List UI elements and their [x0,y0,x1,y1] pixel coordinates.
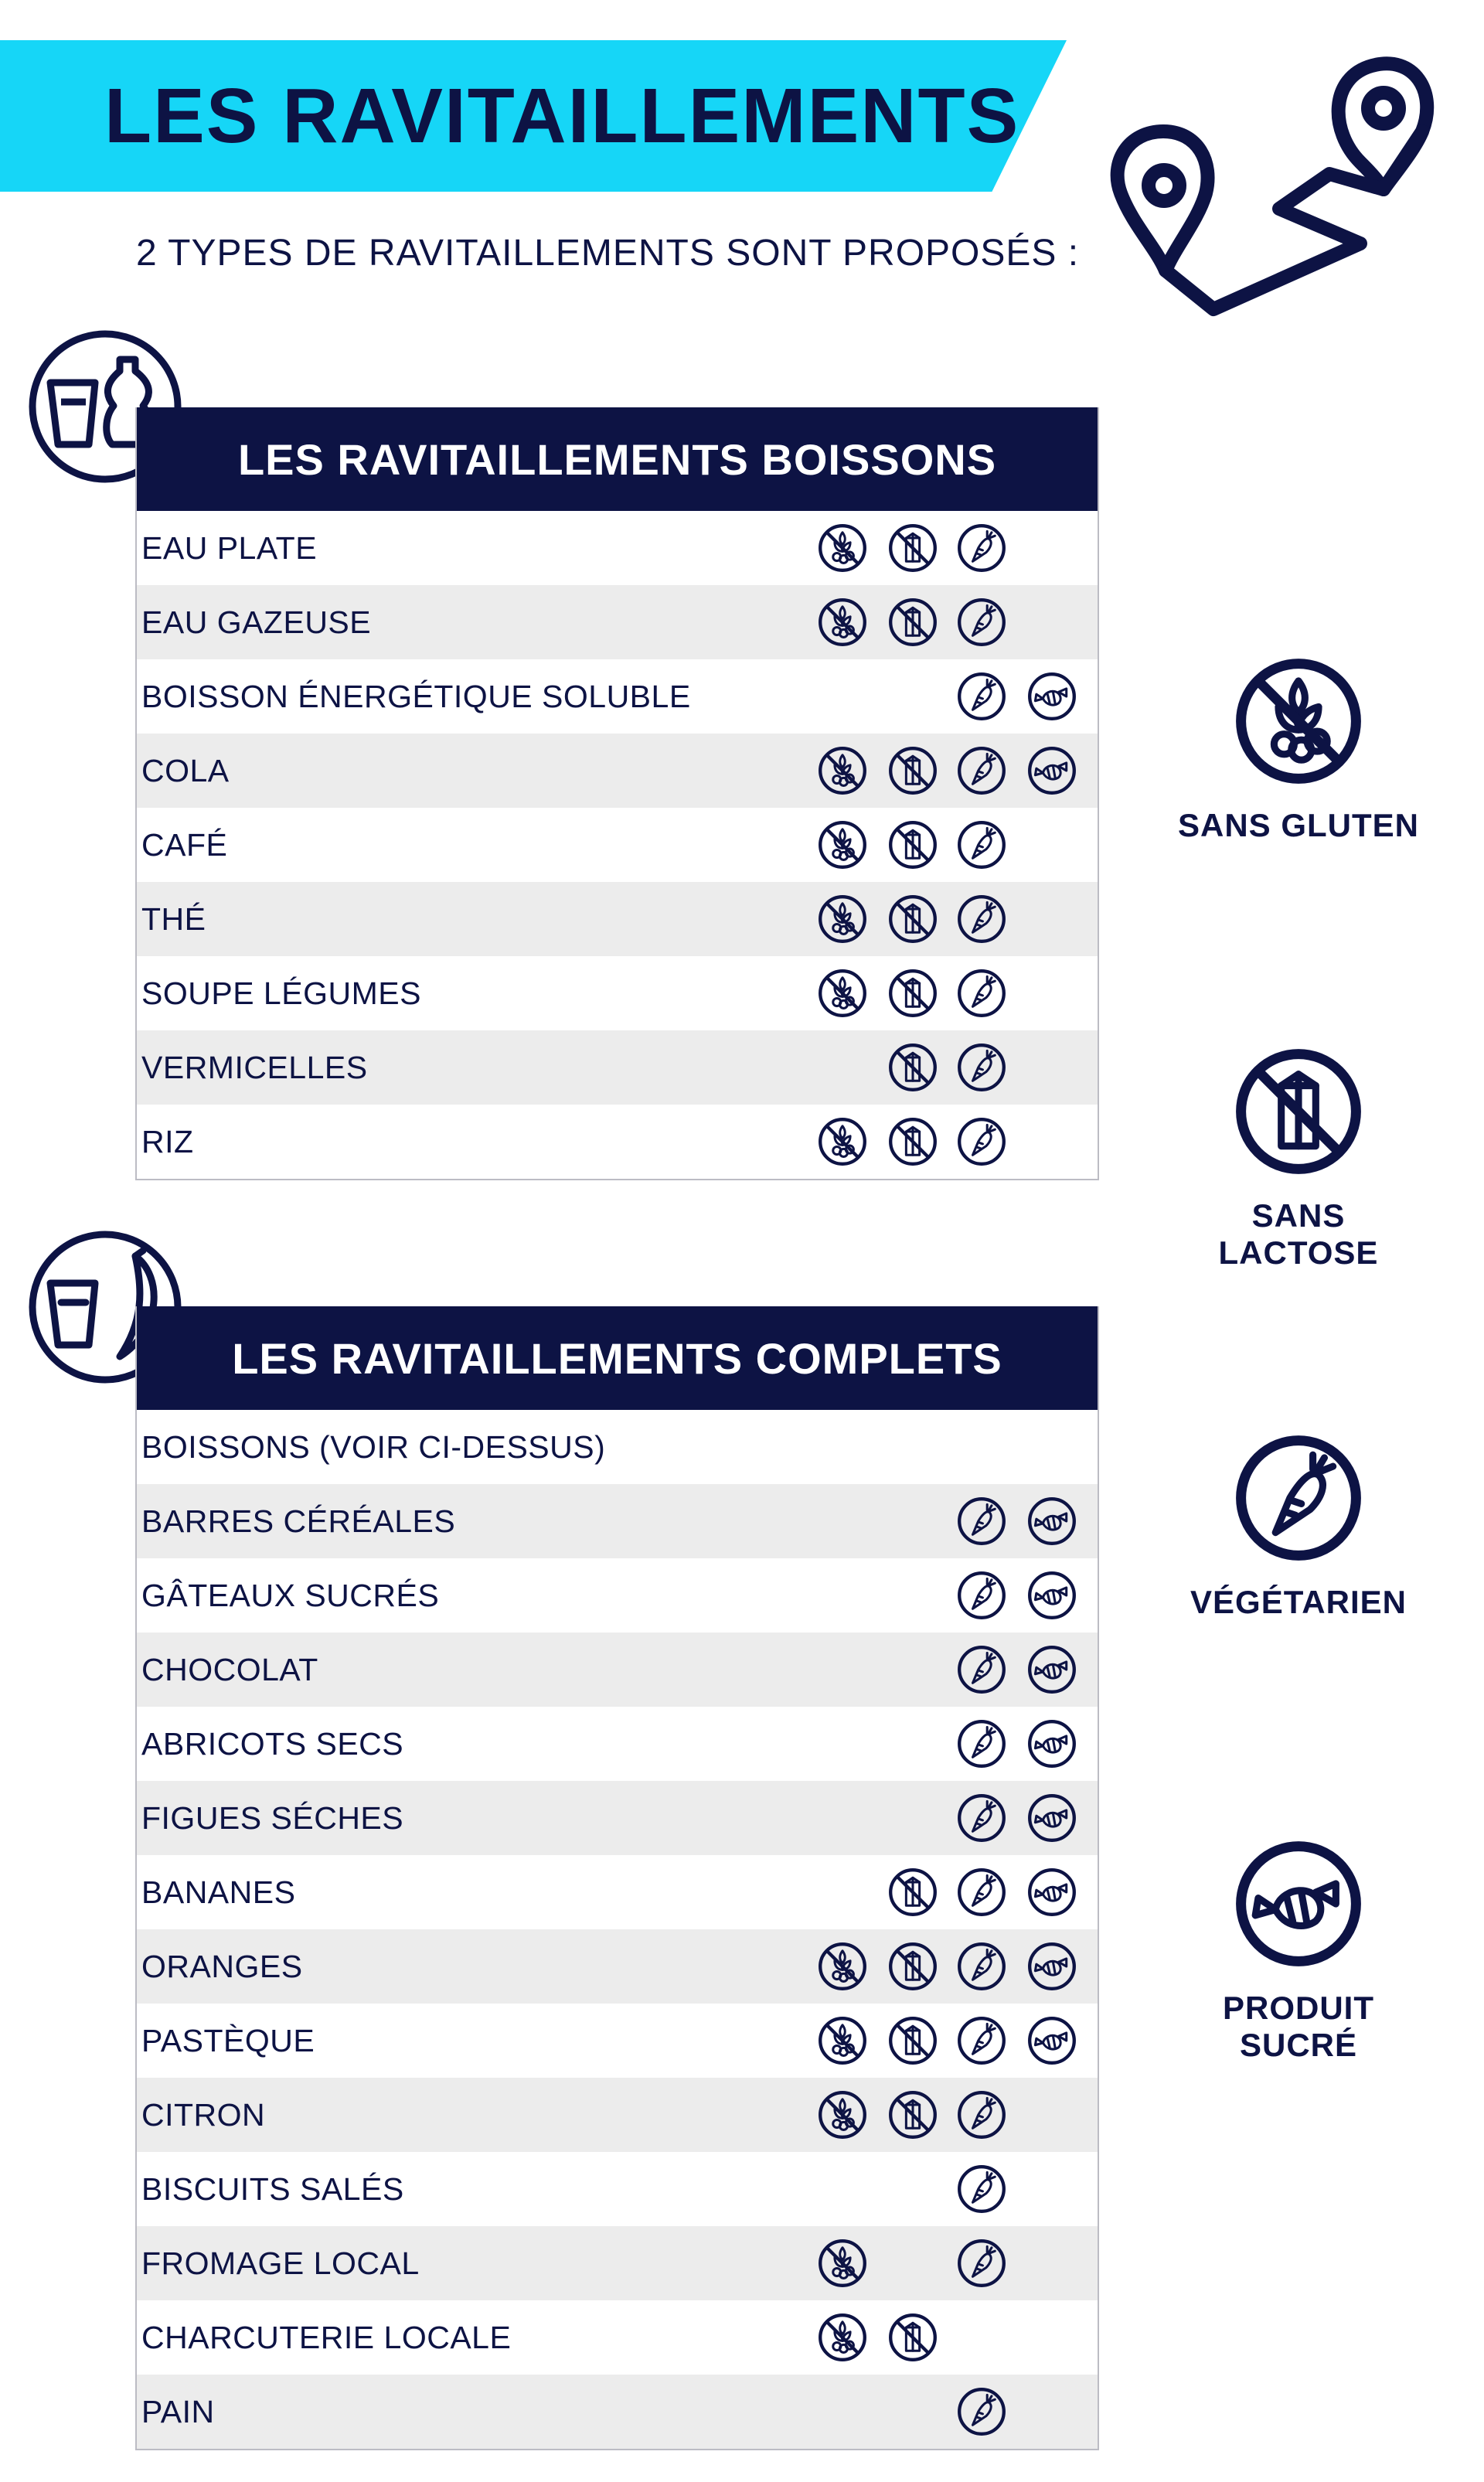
table-row [137,1410,1098,1484]
sans-lactose-icon [885,2013,941,2068]
vegetarien-icon [954,817,1009,873]
row-label: BOISSONS (VOIR CI-DESSUS) [141,1428,606,1465]
produit-sucre-icon [1024,1790,1080,1846]
produit-sucre-icon [1227,1832,1370,1976]
vegetarien-icon [954,1939,1009,1994]
sans-gluten-icon [815,743,870,798]
vegetarien-icon [954,1040,1009,1095]
sans-lactose-icon [885,2087,941,2143]
legend-produit-sucre [1167,1832,1430,2064]
row-label: COLA [141,752,230,788]
vegetarien-icon [954,594,1009,650]
sans-lactose-icon [1227,1040,1370,1183]
table-row [137,956,1098,1030]
table-row [137,659,1098,734]
table-row [137,2226,1098,2300]
legend-label-vegetarien: VÉGÉTARIEN [1190,1584,1407,1620]
vegetarien-icon [954,2235,1009,2291]
page-subtitle: 2 TYPES DE RAVITAILLEMENTS SONT PROPOSÉS : [136,233,1080,274]
row-label: SOUPE LÉGUMES [141,975,421,1011]
sans-gluten-icon [815,817,870,873]
table-row [137,1105,1098,1179]
table-row [137,1855,1098,1929]
vegetarien-icon [954,743,1009,798]
table-row [137,2078,1098,2152]
row-label: PAIN [141,2393,215,2429]
sans-lactose-icon [885,1939,941,1994]
table-row [137,1558,1098,1633]
row-label: FIGUES SÉCHES [141,1799,404,1836]
vegetarien-icon [954,669,1009,724]
sans-lactose-icon [885,891,941,947]
sans-lactose-icon [885,1864,941,1920]
sans-gluten-icon [815,2087,870,2143]
vegetarien-icon [954,1493,1009,1549]
legend-vegetarien [1167,1426,1430,1621]
vegetarien-icon [954,1790,1009,1846]
table-row [137,1707,1098,1781]
boissons-table [135,407,1099,1180]
table-row [137,1484,1098,1558]
vegetarien-icon [954,2384,1009,2439]
legend-label-produit-sucre: PRODUIT SUCRÉ [1223,1990,1374,2063]
complets-table [135,1306,1099,2450]
sans-lactose-icon [885,594,941,650]
sans-lactose-icon [885,743,941,798]
sans-gluten-icon [815,965,870,1021]
sans-gluten-icon [815,2310,870,2365]
produit-sucre-icon [1024,1568,1080,1623]
row-label: BOISSON ÉNERGÉTIQUE SOLUBLE [141,678,691,714]
row-label: CAFÉ [141,826,228,863]
sans-lactose-icon [885,1040,941,1095]
vegetarien-icon [954,1716,1009,1772]
produit-sucre-icon [1024,743,1080,798]
row-label: ABRICOTS SECS [141,1725,404,1762]
table-row [137,1633,1098,1707]
row-label: VERMICELLES [141,1049,368,1085]
vegetarien-icon [954,520,1009,576]
row-label: CHARCUTERIE LOCALE [141,2319,512,2355]
vegetarien-icon [954,1568,1009,1623]
produit-sucre-icon [1024,669,1080,724]
boissons-table-title: LES RAVITAILLEMENTS BOISSONS [137,407,1098,511]
vegetarien-icon [954,1642,1009,1697]
row-label: CITRON [141,2096,266,2133]
row-label: THÉ [141,901,206,937]
sans-lactose-icon [885,965,941,1021]
table-row [137,1781,1098,1855]
produit-sucre-icon [1024,1716,1080,1772]
sans-gluten-icon [815,891,870,947]
table-row [137,734,1098,808]
row-label: CHOCOLAT [141,1651,318,1687]
legend-label-sans-gluten: SANS GLUTEN [1177,807,1419,843]
row-label: BISCUITS SALÉS [141,2170,404,2207]
table-row [137,1030,1098,1105]
produit-sucre-icon [1024,2013,1080,2068]
map-route-icon [1098,46,1453,379]
vegetarien-icon [954,1864,1009,1920]
sans-gluten-icon [1227,649,1370,793]
sans-lactose-icon [885,2310,941,2365]
sans-gluten-icon [815,2235,870,2291]
page-title: LES RAVITAILLEMENTS [104,73,1020,159]
row-label: ORANGES [141,1948,303,1984]
row-label: RIZ [141,1123,194,1159]
sans-lactose-icon [885,817,941,873]
produit-sucre-icon [1024,1939,1080,1994]
row-label: EAU GAZEUSE [141,604,372,640]
table-row [137,1929,1098,2004]
table-row [137,808,1098,882]
table-row [137,882,1098,956]
produit-sucre-icon [1024,1642,1080,1697]
vegetarien-icon [954,891,1009,947]
vegetarien-icon [954,2087,1009,2143]
table-row [137,2300,1098,2375]
vegetarien-icon [954,2161,1009,2217]
vegetarien-icon [954,2013,1009,2068]
complets-table-title: LES RAVITAILLEMENTS COMPLETS [137,1306,1098,1410]
row-label: GÂTEAUX SUCRÉS [141,1577,440,1613]
legend-sans-gluten [1167,649,1430,844]
legend-label-sans-lactose: SANS LACTOSE [1218,1197,1379,1271]
row-label: BANANES [141,1874,296,1910]
vegetarien-icon [1227,1426,1370,1570]
row-label: BARRES CÉRÉALES [141,1503,456,1539]
produit-sucre-icon [1024,1493,1080,1549]
sans-lactose-icon [885,1114,941,1170]
vegetarien-icon [954,1114,1009,1170]
sans-gluten-icon [815,1939,870,1994]
sans-gluten-icon [815,1114,870,1170]
table-row [137,585,1098,659]
row-label: PASTÈQUE [141,2022,315,2058]
produit-sucre-icon [1024,1864,1080,1920]
vegetarien-icon [954,965,1009,1021]
row-label: FROMAGE LOCAL [141,2245,420,2281]
row-label: EAU PLATE [141,529,318,566]
sans-lactose-icon [885,520,941,576]
legend-sans-lactose [1167,1040,1430,1272]
table-row [137,2152,1098,2226]
table-row [137,511,1098,585]
table-row [137,2375,1098,2449]
sans-gluten-icon [815,2013,870,2068]
sans-gluten-icon [815,520,870,576]
table-row [137,2004,1098,2078]
sans-gluten-icon [815,594,870,650]
